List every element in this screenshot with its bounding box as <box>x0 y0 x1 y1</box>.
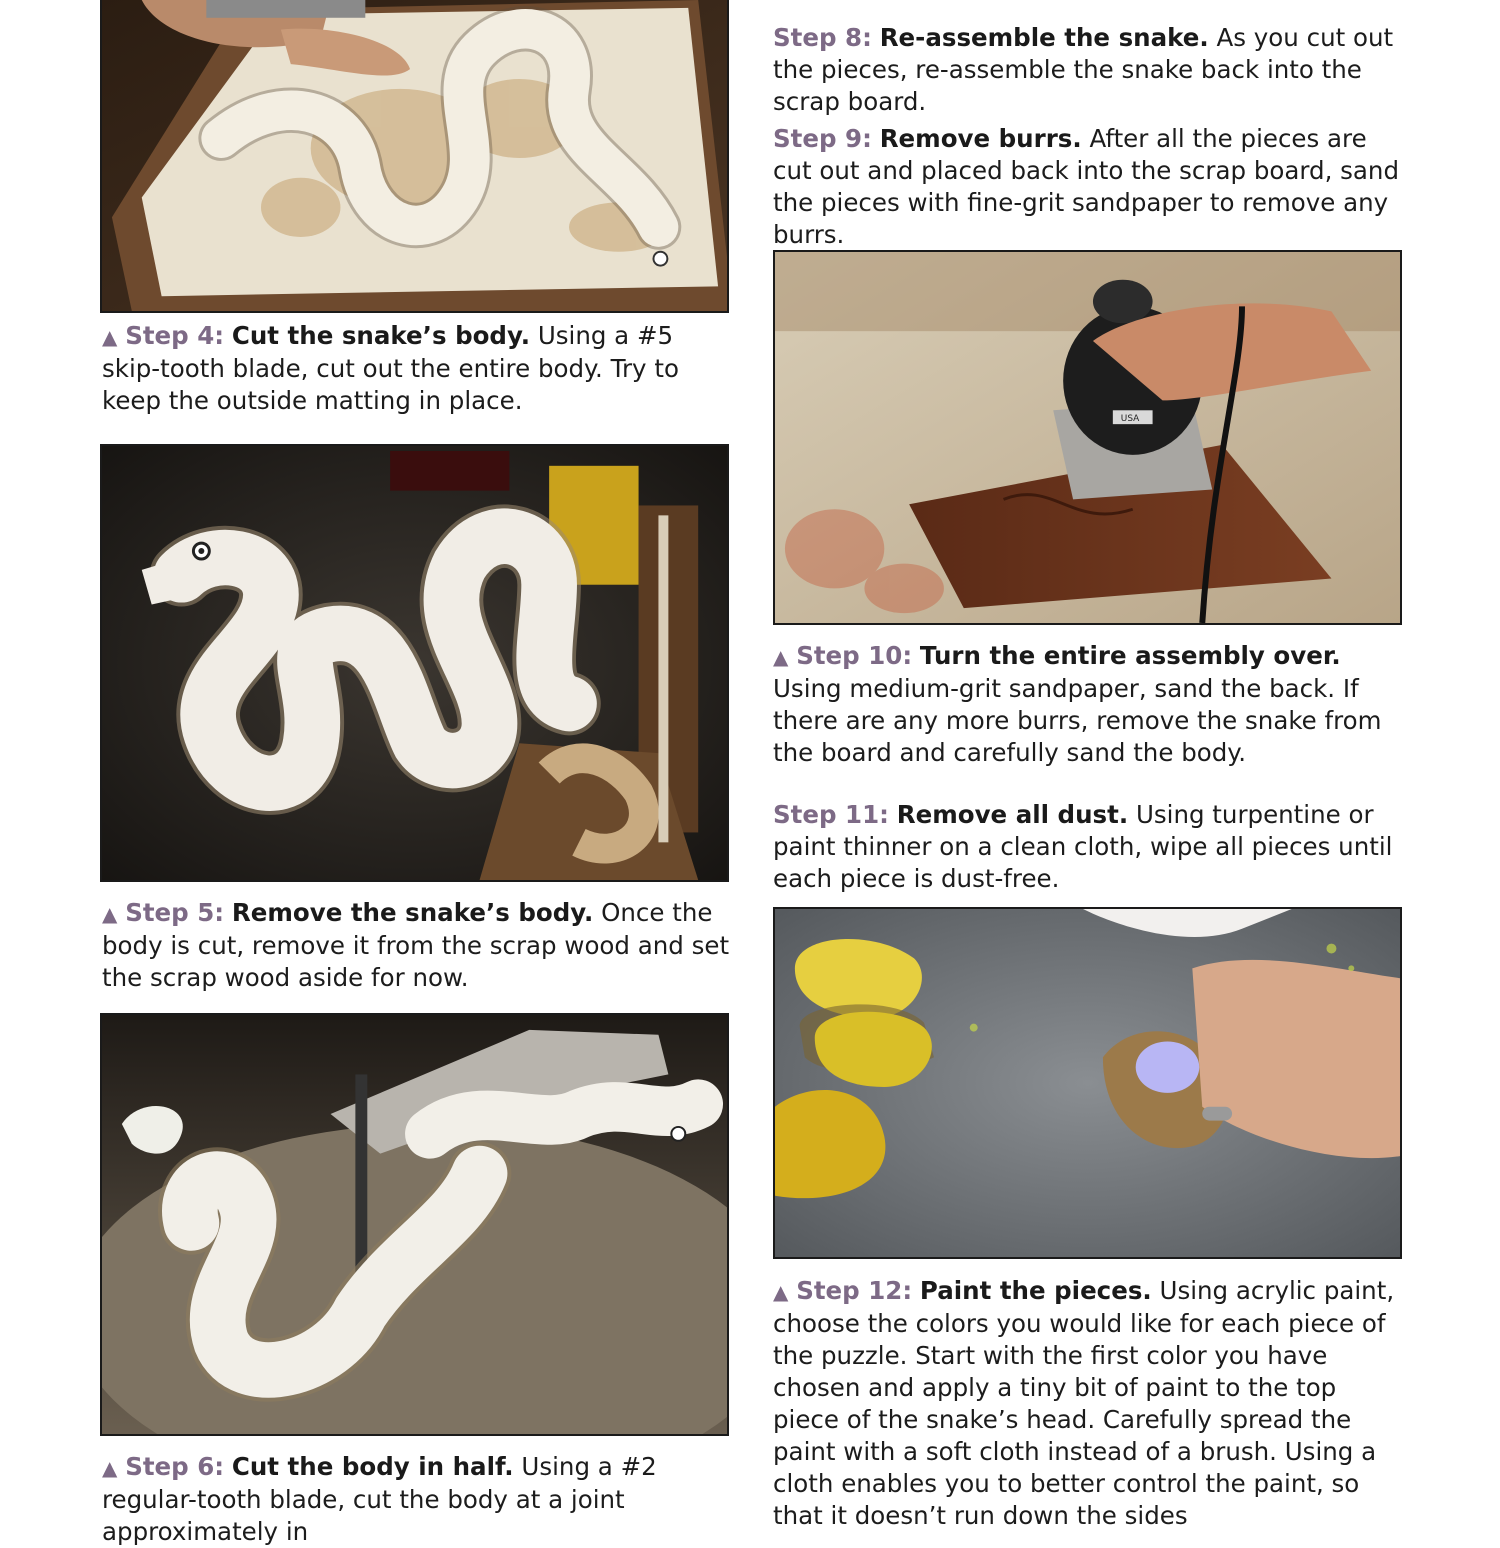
step-title: Remove burrs. <box>879 124 1082 153</box>
photo-step-4-illustration <box>102 0 727 311</box>
caption-step-10 <box>773 640 1403 769</box>
step-label: Step 11: <box>773 800 889 829</box>
step-label: Step 5: <box>125 898 225 927</box>
step-title: Paint the pieces. <box>919 1276 1152 1305</box>
step-title: Remove the snake’s body. <box>231 898 594 927</box>
photo-step-4 <box>100 0 729 313</box>
photo-step-5 <box>100 444 729 882</box>
triangle-icon: ▲ <box>102 1456 118 1480</box>
photo-step-10 <box>773 250 1402 625</box>
step-body: Using a #2 regular-tooth blade, cut the body at a joint approximately in <box>102 1452 657 1546</box>
step-body: Once the body is cut, remove it from the scrap wood and set the scrap wood aside for now. <box>102 898 730 992</box>
photo-step-6-illustration <box>102 1015 727 1434</box>
step-title: Re-assemble the snake. <box>879 23 1209 52</box>
step-body: Using medium-grit sandpaper, sand the back. If there are any more burrs, remove the snake from the board and carefully sand the body. <box>773 674 1382 767</box>
photo-step-6 <box>100 1013 729 1436</box>
triangle-icon: ▲ <box>102 325 118 349</box>
caption-step-12 <box>773 1275 1403 1532</box>
step-title: Cut the body in half. <box>231 1452 514 1481</box>
step-title: Remove all dust. <box>896 800 1129 829</box>
step-label: Step 9: <box>773 124 872 153</box>
step-label: Step 6: <box>125 1452 225 1481</box>
step-label: Step 12: <box>796 1276 913 1305</box>
caption-step-9 <box>773 123 1403 251</box>
step-body: As you cut out the pieces, re-assemble the snake back into the scrap board. <box>773 23 1394 116</box>
step-body: After all the pieces are cut out and placed back into the scrap board, sand the pieces with fine-grit sandpaper to remove any burrs. <box>773 124 1400 249</box>
caption-step-4 <box>102 320 732 417</box>
step-title: Cut the snake’s body. <box>231 321 531 350</box>
photo-step-10-illustration <box>775 252 1400 623</box>
step-body: Using acrylic paint, choose the colors you would like for each piece of the puzzle. Start with the first color you have chosen and apply a tiny bit of paint to the top piece of the snake’s head. Carefully spread the paint with a soft cloth instead of a brush. Using a cloth enables you to better control the paint, so that it doesn’t run down the sides <box>773 1276 1395 1530</box>
step-label: Step 4: <box>125 321 225 350</box>
step-title: Turn the entire assembly over. <box>919 641 1341 670</box>
step-body: Using a #5 skip-tooth blade, cut out the entire body. Try to keep the outside matting in place. <box>102 321 679 415</box>
photo-step-5-illustration <box>102 446 727 880</box>
step-label: Step 10: <box>796 641 913 670</box>
step-body: Using turpentine or paint thinner on a clean cloth, wipe all pieces until each piece is dust-free. <box>773 800 1393 893</box>
triangle-icon: ▲ <box>773 645 789 669</box>
caption-step-5 <box>102 897 732 994</box>
step-label: Step 8: <box>773 23 872 52</box>
caption-step-8 <box>773 22 1403 118</box>
photo-step-12-illustration <box>775 909 1400 1257</box>
triangle-icon: ▲ <box>773 1280 789 1304</box>
triangle-icon: ▲ <box>102 902 118 926</box>
sander-label: USA <box>1120 414 1140 425</box>
photo-step-12 <box>773 907 1402 1259</box>
caption-step-11 <box>773 799 1403 895</box>
